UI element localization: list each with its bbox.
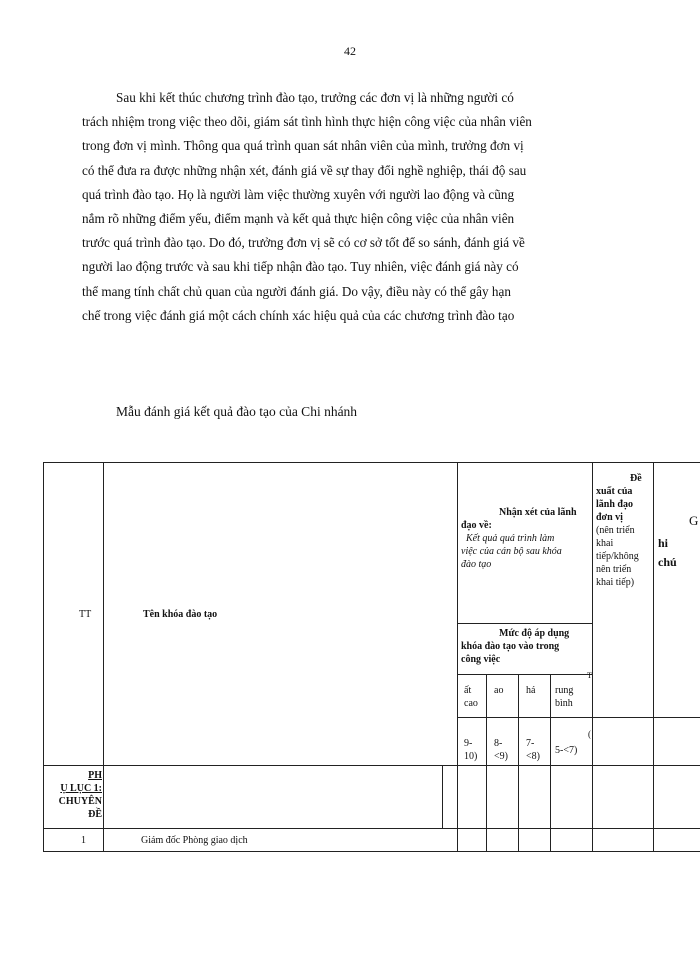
paragraph-line: người lao động trước và sau khi tiếp nhận đào tạo. Tuy nhiên, việc đánh giá này có	[82, 259, 519, 275]
section-label-line: Ụ LỤC 1:	[60, 783, 102, 794]
proposal-note: tiếp/không	[596, 551, 639, 562]
level-range-line: 8-	[494, 738, 503, 749]
paragraph-line: thể mang tính chất chủ quan của người đánh giá. Do vậy, điều này có thể gây hạn	[82, 283, 511, 299]
paragraph-line: chế trong việc đánh giá một cách chính xác hiệu quả của các chương trình đào tạo	[82, 307, 515, 323]
level-name-line: rung	[555, 685, 574, 696]
paragraph-line: trước quá trình đào tạo. Do đó, trưởng đơn vị sẽ có cơ sở tốt để so sánh, đánh giá về	[82, 235, 525, 251]
section-label-line: ĐỀ	[88, 809, 102, 820]
level-range-line: <9)	[494, 751, 508, 762]
row-tt: 1	[81, 835, 86, 846]
page-number: 42	[344, 44, 356, 58]
proposal-line: đơn vị	[596, 512, 623, 523]
apply-header	[461, 627, 589, 666]
notes-line: chú	[658, 555, 677, 569]
proposal-note: nên triển	[596, 564, 632, 575]
review-note-line: đào tạo	[461, 559, 492, 570]
level-name-line: ất	[464, 685, 472, 696]
notes-line: hi	[658, 536, 669, 550]
section-label-line: CHUYÊN	[58, 796, 102, 807]
paragraph-line: quá trình đào tạo. Họ là người làm việc thường xuyên với người lao động và cũng	[82, 186, 515, 202]
apply-line: công việc	[461, 654, 501, 665]
level-range-2	[494, 737, 508, 763]
level-range-line: 10)	[464, 751, 478, 762]
paragraph-line: có thể đưa ra được những nhận xét, đánh giá về sự thay đổi nghề nghiệp, thái độ sau	[82, 162, 527, 178]
section-label-line: PH	[88, 770, 102, 781]
notes-header	[658, 534, 677, 572]
proposal-header	[596, 472, 652, 589]
column-course-header: Tên khóa đào tạo	[143, 609, 218, 620]
notes-fragment: G	[689, 513, 699, 528]
level-name-line: cao	[464, 698, 478, 709]
paragraph-line: trách nhiệm trong việc theo dõi, giám sát tình hình thực hiện công việc của nhân viên	[82, 114, 532, 130]
level-range-line: 9-	[464, 738, 473, 749]
level-name-3: há	[526, 685, 536, 696]
section-label	[46, 769, 102, 821]
proposal-note: khai	[596, 538, 614, 549]
paragraph-line: Sau khi kết thúc chương trình đào tạo, trưởng các đơn vị là những người có	[116, 90, 514, 105]
level-range-3	[526, 737, 540, 763]
row-course: Giám đốc Phòng giao dịch	[141, 835, 248, 846]
level-range-1	[464, 737, 477, 763]
review-subtitle: đạo về:	[461, 520, 492, 531]
proposal-note: khai tiếp)	[596, 577, 635, 588]
proposal-note: (nên triển	[596, 525, 635, 536]
apply-line: Mức độ áp dụng	[499, 628, 570, 639]
evaluation-table	[43, 462, 700, 852]
level-range-line: <8)	[526, 751, 540, 762]
body-paragraph	[82, 86, 612, 328]
review-header	[461, 506, 589, 571]
proposal-line: lãnh đạo	[596, 499, 633, 510]
table-caption: Mẫu đánh giá kết quả đào tạo của Chi nhánh	[116, 404, 358, 419]
level-name-4	[555, 684, 573, 710]
column-tt-header: TT	[79, 609, 92, 620]
level-name-1	[464, 684, 478, 710]
level-extra: (	[588, 729, 591, 739]
level-name-2: ao	[494, 685, 504, 696]
paragraph-line: nắm rõ những điểm yếu, điểm mạnh và kết quả thực hiện công việc của nhân viên	[82, 211, 515, 227]
review-note-line: Kết quả quá trình làm	[466, 533, 555, 544]
paragraph-line: trong đơn vị mình. Thông qua quá trình quan sát nhân viên của mình, trưởng đơn vị	[82, 138, 524, 154]
level-name-line: bình	[555, 698, 573, 709]
proposal-line: Đề	[630, 473, 642, 484]
review-note-line: việc của cán bộ sau khóa	[461, 546, 562, 557]
level-range-line: 7-	[526, 738, 535, 749]
level-range-4: 5-<7)	[555, 745, 578, 756]
proposal-line: xuất của	[596, 486, 633, 497]
review-title: Nhận xét của lãnh	[499, 507, 577, 518]
level-mark: T	[587, 671, 592, 680]
apply-line: khóa đào tạo vào trong	[461, 641, 560, 652]
